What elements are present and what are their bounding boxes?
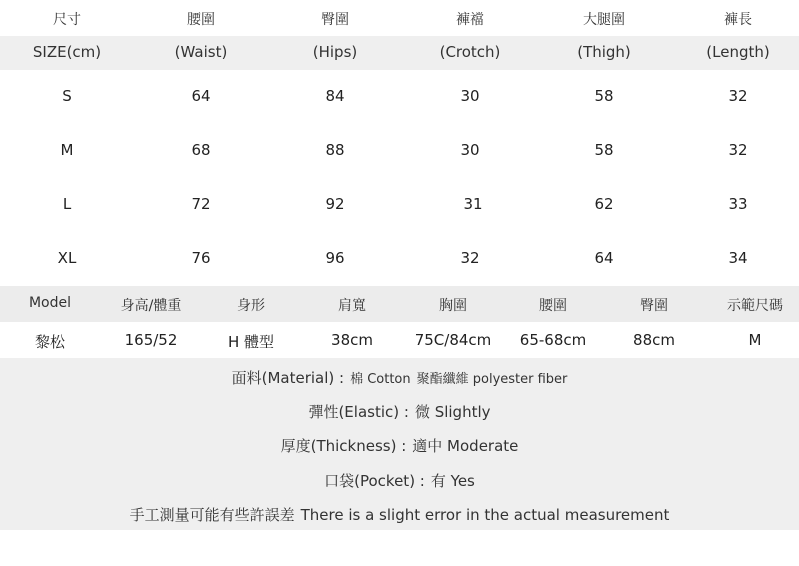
product-info-panel [0, 358, 799, 530]
header-cn-length: 褲長 [724, 12, 752, 28]
header-cn-thigh: 大腿圍 [583, 12, 625, 28]
material-line [0, 367, 799, 388]
waist-value: 72 [191, 195, 211, 213]
waist-value: 64 [191, 87, 211, 105]
thigh-value: 64 [594, 249, 614, 267]
model-chest: 75C/84cm [414, 331, 492, 349]
model-values-row [0, 322, 799, 358]
size-row-xl [0, 232, 799, 286]
pocket-label: 口袋(Pocket) : [324, 472, 425, 490]
size-label: S [62, 87, 72, 105]
header-cn-size: 尺寸 [53, 12, 81, 28]
elastic-label: 彈性(Elastic) : [308, 403, 409, 421]
model-header-waist: 腰圍 [539, 298, 567, 314]
model-header-height-weight: 身高/體重 [120, 298, 182, 314]
model-name: 黎松 [34, 333, 66, 351]
length-value: 34 [728, 249, 748, 267]
pocket-line [0, 470, 799, 491]
thickness-value: 適中 Moderate [412, 437, 519, 455]
crotch-value: 30 [460, 87, 480, 105]
header-en-size: SIZE(cm) [32, 43, 102, 61]
model-body-type: H 體型 [227, 333, 275, 351]
model-hips: 88cm [633, 331, 675, 349]
crotch-value: 32 [460, 249, 480, 267]
thickness-label: 厚度(Thickness) : [280, 437, 407, 455]
size-label: XL [57, 249, 77, 267]
model-header-size: 示範尺碼 [727, 298, 783, 314]
model-shoulder: 38cm [331, 331, 373, 349]
hips-value: 96 [325, 249, 345, 267]
thigh-value: 62 [594, 195, 614, 213]
size-header-cn-row [0, 0, 799, 36]
header-cn-hips: 臀圍 [321, 12, 349, 28]
header-en-length: (Length) [706, 43, 770, 61]
thigh-value: 58 [594, 141, 614, 159]
size-row-s [0, 70, 799, 124]
waist-value: 68 [191, 141, 211, 159]
model-header-hips: 臀圍 [640, 298, 668, 314]
hips-value: 88 [325, 141, 345, 159]
length-value: 32 [728, 141, 748, 159]
pocket-value: 有 Yes [430, 472, 475, 490]
size-row-l [0, 178, 799, 232]
model-header-body-type: 身形 [237, 298, 265, 314]
header-en-hips: (Hips) [312, 43, 358, 61]
material-label: 面料(Material) : [231, 369, 345, 387]
header-en-crotch: (Crotch) [439, 43, 501, 61]
header-en-thigh: (Thigh) [577, 43, 631, 61]
size-label: M [60, 141, 74, 159]
hips-value: 92 [325, 195, 345, 213]
hips-value: 84 [325, 87, 345, 105]
crotch-value: 31 [463, 195, 483, 213]
header-en-waist: (Waist) [174, 43, 228, 61]
error-note-cn: 手工測量可能有些許誤差 [129, 506, 295, 524]
size-row-m [0, 124, 799, 178]
model-header-chest: 胸圍 [439, 298, 467, 314]
model-header-row [0, 286, 799, 322]
crotch-value: 30 [460, 141, 480, 159]
waist-value: 76 [191, 249, 211, 267]
length-value: 32 [728, 87, 748, 105]
model-waist: 65-68cm [519, 331, 587, 349]
model-header-model: Model [28, 295, 72, 311]
size-label: L [62, 195, 72, 213]
size-header-en-row [0, 36, 799, 70]
material-polyester: 聚酯纖維 polyester fiber [416, 372, 568, 387]
thigh-value: 58 [594, 87, 614, 105]
elastic-value: 微 Slightly [414, 403, 491, 421]
model-size: M [748, 331, 762, 349]
header-cn-crotch: 褲襠 [456, 12, 484, 28]
thickness-line [0, 435, 799, 456]
header-cn-waist: 腰圍 [187, 12, 215, 28]
measurement-error-line [0, 504, 799, 525]
material-cotton: 棉 Cotton [350, 372, 411, 387]
elastic-line [0, 401, 799, 422]
error-note-en: There is a slight error in the actual measurement [300, 506, 670, 524]
model-height-weight: 165/52 [124, 331, 178, 349]
model-header-shoulder: 肩寬 [338, 298, 366, 314]
length-value: 33 [728, 195, 748, 213]
